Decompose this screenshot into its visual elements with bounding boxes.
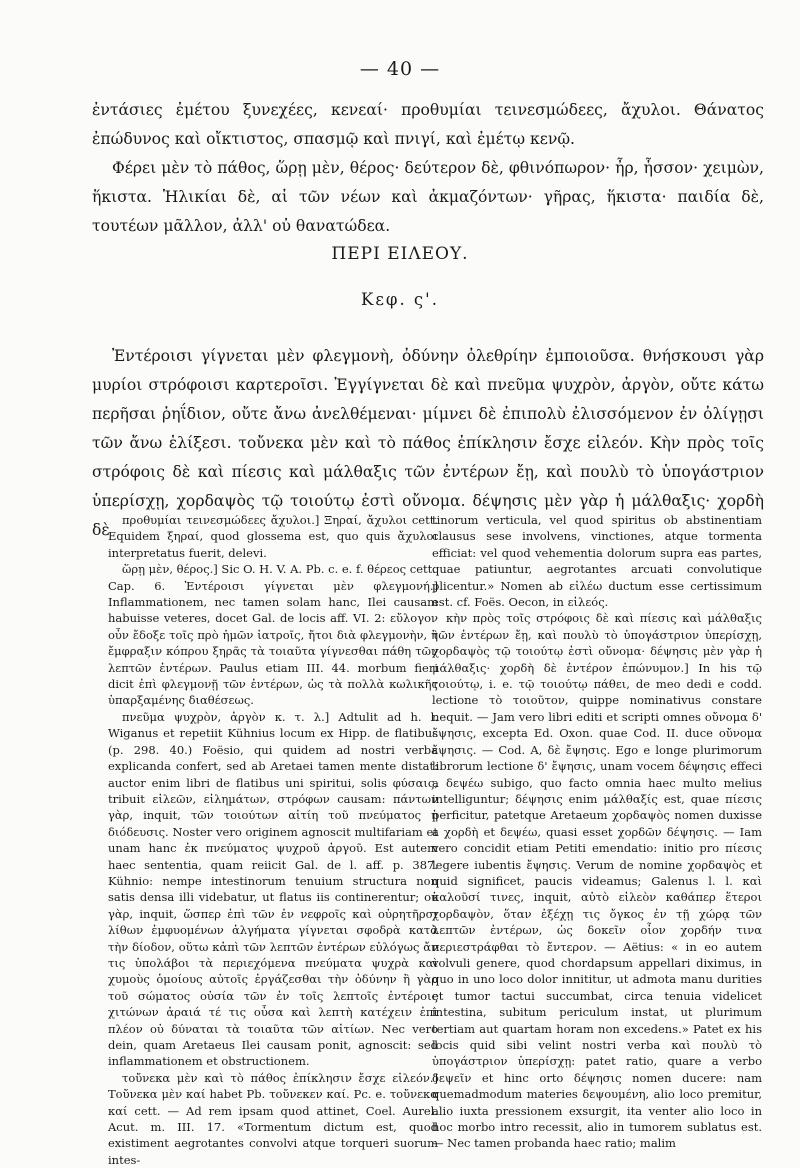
footnote: tinorum verticula, vel quod spiritus ob abstinentiam clausus sese involvens, vinctiones, atque tormenta efficiat: vel quod vehementia dolorum supra eas partes, quae patiuntur, aegrotantes arcuati convolutique plicentur.» Nomen ab εἰλέω ductum esse certissimum est. cf. Foës. Oecon, in εἰλεός. — [432, 513, 762, 610]
body-paragraph: Ἐντέροισι γίγνεται μὲν φλεγμονὴ, ὀδύνην ὀλεθρίην ἐμποιοῦσα. θνήσκουσι γὰρ μυρίοι στρόφοισι καρτεροῖσι. Ἐγγίγνεται δὲ καὶ πνεῦμα ψυχρὸν, ἀργὸν, οὔτε κάτω περῆσαι ῥηΐδιον, οὔτε ἄνω ἀνελθέμεναι· μίμνει δὲ ἐπιπολὺ ἐλισσόμενον ἐν ὀλίγῃσι τῶν ἄνω ἑλίξεσι. τοὔνεκα μὲν καὶ τὸ πάθος ἐπίκλησιν ἔσχε εἰλεόν. Κὴν πρὸς τοῖς στρόφοις δὲ καὶ πίεσις καὶ μάλθαξις τῶν ἐντέρων ἔῃ, καὶ πουλὺ τὸ ὑπογάστριον ὑπερίσχῃ, χορδαψὸς τῷ τοιούτῳ ἐστὶ οὔνομα. δέψησις μὲν γὰρ ἡ μάλθαξις· χορδὴ δὲ — [92, 347, 764, 539]
footnote: Cap. 6. Ἐντέροισι γίγνεται μὲν φλεγμονή.] Inflammationem, nec tamen solam hanc, Ilei causam habuisse veteres, docet Gal. de locis aff. VI. 2: εὔλογον οὖν ἔδοξε τοῖς πρὸ ἡμῶν ἰατροῖς, ἤτοι διὰ φλεγμονὴν, ἢ ἔμφραξιν κόπρου ξηρᾶς τὰ τοιαῦτα γίγνεσθαι πάθη τῶν λεπτῶν ἐντέρων. Paulus etiam III. 44. morbum fieri dicit ἐπὶ φλεγμονῇ τῶν ἐντέρων, ὡς τὰ πολλὰ κωλικῆς ὑπαρξαμένης διαθέσεως. — [108, 578, 438, 708]
section-heading: ΠΕΡΙ ΕΙΛΕΟΥ. — [331, 244, 469, 264]
footnote: τοὔνεκα μὲν καὶ τὸ πάθος ἐπίκλησιν ἔσχε εἰλεόν.] Τοὔνεκα μὲν καί habet Pb. τοὔνεκεν καί. Pc. e. τοὔνεκα καί cett. — Ad rem ipsam quod attinet, Coel. Aurel. Acut. m. III. 17. «Tormentum dictum est, quod existiment aegrotantes convolvi atque torqueri suorum intes- — [108, 1070, 438, 1167]
footnotes-left-column — [108, 512, 438, 1168]
footnote: πνεῦμα ψυχρὸν, ἀργὸν κ. τ. λ.] Adtulit ad h. l. Wiganus et repetiit Kühnius locum ex Hipp. de flatibus (p. 298. 40.) Foësio, qui quidem ad nostri verba explicanda confert, sed ab Aretaei tamen mente distat: auctor enim libri de flatibus uni spiritui, solis φύσαις, tribuit εἰλεῶν, εἰληµάτων, στρόφων causam: πάντων γὰρ, inquit, τῶν τοιούτων αἰτίη τοῦ πνεύματος ἡ διόδευσις. Noster vero originem agnoscit multifariam et unam hanc ἐκ πνεύματος ψυχροῦ ἀργοῦ. Est autem haec sententia, quam reiicit Gal. de l. aff. p. 387. Kühnio: nempe intestinorum tenuium structura non satis densa illi videbatur, ut flatus iis continerentur; οὐ γὰρ, inquit, ὥσπερ ἐπὶ τῶν ἐν νεφροῖς καὶ οὐρητῆρσι λίθων ἐμφυομένων ἀλγήματα γίγνεται σφοδρὰ κατὰ τὴν δίοδον, οὕτω κἀπὶ τῶν λεπτῶν ἐντέρων εὐλόγως ἄν τις ὑπολάβοι τὰ περιεχόμενα πνεύματα ψυχρὰ καὶ χυμοὺς ὁμοίους αὐτοῖς ἐργάζεσθαι τὴν ὀδύνην ἢ γὰρ τοῦ σώματος οὐσία τῶν ἐν τοῖς λεπτοῖς ἐντέροις χιτώνων ἀραιά τέ τις οὖσα καὶ λεπτὴ κατέχειν ἐπὶ πλέον οὐ δύναται τὰ τοιαῦτα τῶν αἰτίων. Nec vero dein, quam Aretaeus Ilei causam ponit, agnoscit: sed inflammationem et obstructionem. — [108, 709, 438, 1069]
intro-text — [92, 96, 764, 241]
footnote: κὴν πρὸς τοῖς στρόφοις δὲ καὶ πίεσις καὶ μάλθαξις τῶν ἐντέρων ἔῃ, καὶ πουλὺ τὸ ὑπογάστριον ὑπερίσχῃ, χορδαψὸς τῷ τοιούτῳ ἐστὶ οὔνομα· δέψησις μὲν γὰρ ἡ μάλθαξις· χορδὴ δὲ ἐντέρον ἐπώνυμον.] In his τῷ τοιούτῳ, i. e. τῷ τοιούτῳ πάθει, de meo dedi e codd. lectione τὸ τοιοῦτον, quippe nominativus constare nequit. — Jam vero libri editi et scripti omnes οὔνομα δ' ἔψησις, excepta Ed. Oxon. quae Cod. II. duce οὔνομα ἔψησις. — Cod. A, δὲ ἔψησις. Ego e longe plurimorum librorum lectione δ' ἔψησις, unam vocem δέψησις effeci a δεψέω subigo, quo facto omnia haec multo melius intelliguntur; δέψησις enim μάλθαξίς est, quae πίεσις perficitur, patetque Aretaeum χορδαψὸς nomen duxisse a χορδὴ et δεψέω, quasi esset χορδῶν δέψησις. — Iam vero concidit etiam Petiti emendatio: initio pro πίεσις legere iubentis ἔψησις. Verum de nomine χορδαψὸς et quid significet, paucis videamus; Galenus l. l. καὶ καλοῦσί τινες, inquit, αὐτὸ εἰλεὸν καθάπερ ἕτεροι χορδαψὸν, ὅταν ἐξέχῃ τις ὄγκος ἐν τῇ χώρᾳ τῶν λεπτῶν ἐντέρων, ὡς δοκεῖν οἷον χορδήν τινα περιεστράφθαι τὸ ἔντερον. — Aëtius: « in eo autem volvuli genere, quod chordapsum appellari diximus, in quo in uno loco dolor innititur, ut admota manu durities et tumor tactui succumbat, circa tenuia videlicet intestina, subitum periculum instat, ut plurimum tertiam aut quartam horam non excedens.» Patet ex his locis quid sibi velint nostri verba καὶ πουλὺ τὸ ὑπογάστριον ὑπερίσχῃ: patet ratio, quare a verbo δεψεῖν et hinc orto δέψησις nomen ducere: nam quemadmodum materies δεψουμένη, alio loco premitur, alio iuxta pressionem exsurgit, ita venter alio loco in hoc morbo intro recessit, alio in tumorem sublatus est. — Nec tamen probanda haec ratio; malim — [432, 611, 762, 1151]
intro-paragraph: Φέρει μὲν τὸ πάθος, ὥρῃ μὲν, θέρος· δεύτερον δὲ, φθινόπωρον· ἦρ, ἧσσον· χειμὼν, ἥκιστα. Ἡλικίαι δὲ, αἱ τῶν νέων καὶ ἀκμαζόντων· γῆρας, ἥκιστα· παιδία δὲ, τουτέων μᾶλλον, ἀλλ' οὐ θανατώδεα. — [92, 159, 764, 235]
page-number: — 40 — — [359, 58, 441, 80]
intro-paragraph: ἐντάσιες ἐμέτου ξυνεχέες, κενεαί· προθυμίαι τεινεσμώδεες, ἄχυλοι. Θάνατος ἐπώδυνος καὶ οἴκτιστος, σπασμῷ καὶ πνιγί, καὶ ἐμέτῳ κενῷ. — [92, 101, 764, 148]
footnote: προθυμίαι τεινεσμώδεες ἄχυλοι.] Ξηραί, ἄχυλοι cett. Equidem ξηραί, quod glossema est, quo quis ἄχυλοι interpretatus fuerit, delevi. — [108, 513, 438, 560]
chapter-heading: Κεφ. ς'. — [361, 290, 439, 309]
footnotes-right-column — [432, 512, 762, 1152]
footnote: ὥρῃ μὲν, θέρος.] Sic O. H. V. A. Pb. c. e. f. θέρεος cett. — [122, 562, 436, 577]
